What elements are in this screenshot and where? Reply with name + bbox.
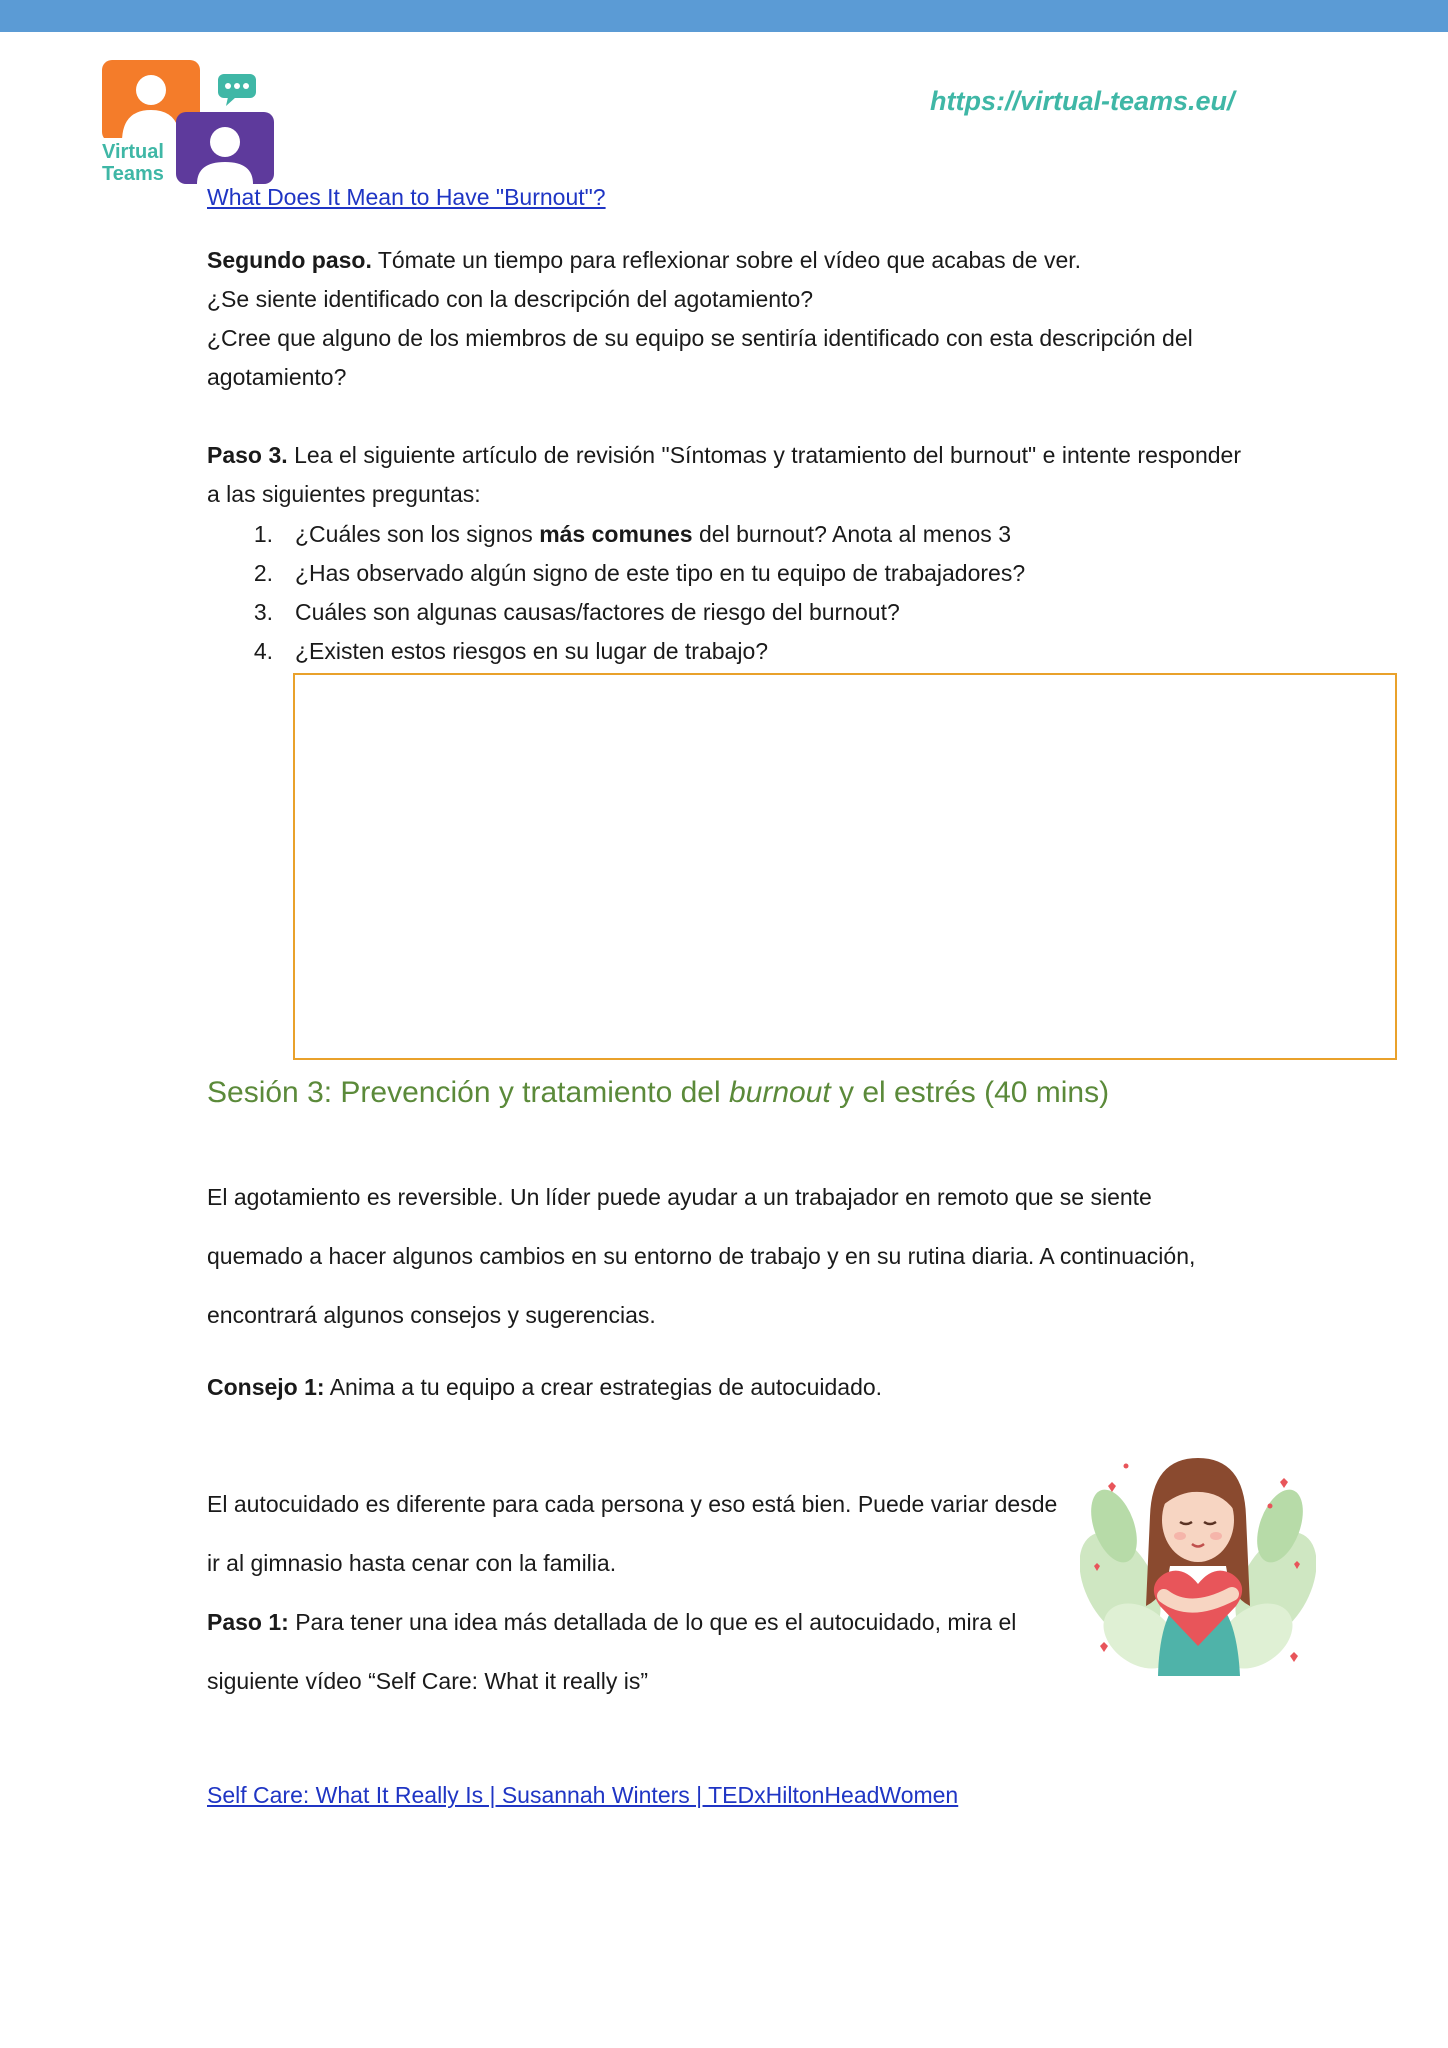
list-item-text: ¿Cuáles son los signos más comunes del burnout? Anota al menos 3	[295, 521, 1011, 547]
step-3-block	[207, 436, 1241, 514]
step-3-paragraph	[207, 436, 1241, 514]
session-intro	[207, 1168, 1237, 1345]
list-item-text: ¿Has observado algún signo de este tipo en tu equipo de trabajadores?	[295, 560, 1026, 586]
self-care-block	[207, 1475, 1067, 1711]
list-item-text: ¿Existen estos riesgos en su lugar de trabajo?	[295, 638, 769, 664]
tip-1-paragraph	[207, 1368, 1247, 1407]
session-intro-paragraph: El agotamiento es reversible. Un líder puede ayudar a un trabajador en remoto que se siente quemado a hacer algunos cambios en su entorno de trabajo y en su rutina diaria. A continuación, encontrará algunos consejos y sugerencias.	[207, 1184, 1196, 1328]
list-number: 4.	[253, 638, 273, 664]
step-2-question-1: ¿Se siente identificado con la descripción del agotamiento?	[207, 286, 814, 312]
chat-bubble-icon	[218, 74, 256, 106]
tip-1-text: Anima a tu equipo a crear estrategias de autocuidado.	[324, 1374, 883, 1400]
step-2-question-2: ¿Cree que alguno de los miembros de su equipo se sentiría identificado con esta descripción del agotamiento?	[207, 325, 1193, 390]
site-url[interactable]: https://virtual-teams.eu/	[930, 86, 1235, 116]
logo-text-virtual: Virtual	[102, 141, 164, 163]
session-3-heading: Sesión 3: Prevención y tratamiento del burnout y el estrés (40 mins)	[207, 1076, 1110, 1109]
self-care-hug-illustration	[1080, 1446, 1316, 1682]
list-number: 2.	[253, 560, 273, 586]
step-2-text: Tómate un tiempo para reflexionar sobre el vídeo que acabas de ver.	[371, 247, 1082, 273]
step-1-label: Paso 1:	[207, 1609, 289, 1635]
logo-text-teams: Teams	[102, 163, 164, 185]
step-3-text: Lea el siguiente artículo de revisión "Síntomas y tratamiento del burnout" e intente responder a las siguientes preguntas:	[207, 442, 1241, 507]
tip-1-label: Consejo 1:	[207, 1374, 325, 1400]
step-2-paragraph	[207, 241, 1247, 280]
step-1-text: Para tener una idea más detallada de lo que es el autocuidado, mira el siguiente vídeo “Self Care: What it really is”	[207, 1609, 1017, 1694]
list-item-text: Cuáles son algunas causas/factores de riesgo del burnout?	[295, 599, 900, 625]
list-item	[207, 554, 1207, 593]
step-3-label: Paso 3.	[207, 442, 288, 468]
list-item	[207, 632, 1207, 671]
step-2-block	[207, 241, 1247, 397]
list-number: 1.	[253, 521, 273, 547]
video-link-self-care[interactable]: Self Care: What It Really Is | Susannah Winters | TEDxHiltonHeadWomen	[207, 1782, 959, 1808]
top-color-band	[0, 0, 1448, 32]
list-item	[207, 515, 1207, 554]
list-number: 3.	[253, 599, 273, 625]
video-link-burnout[interactable]: What Does It Mean to Have "Burnout"?	[207, 184, 606, 210]
step-2-label: Segundo paso.	[207, 247, 372, 273]
step-3-question-list	[207, 515, 1207, 671]
heading-italic-burnout: burnout	[728, 1076, 831, 1109]
answer-box[interactable]	[293, 673, 1397, 1060]
tip-1	[207, 1368, 1247, 1407]
virtual-teams-logo	[100, 58, 280, 186]
self-care-paragraph: El autocuidado es diferente para cada persona y eso está bien. Puede variar desde ir al gimnasio hasta cenar con la familia.	[207, 1491, 1058, 1576]
list-item	[207, 593, 1207, 632]
step-1-paragraph	[207, 1593, 1067, 1711]
